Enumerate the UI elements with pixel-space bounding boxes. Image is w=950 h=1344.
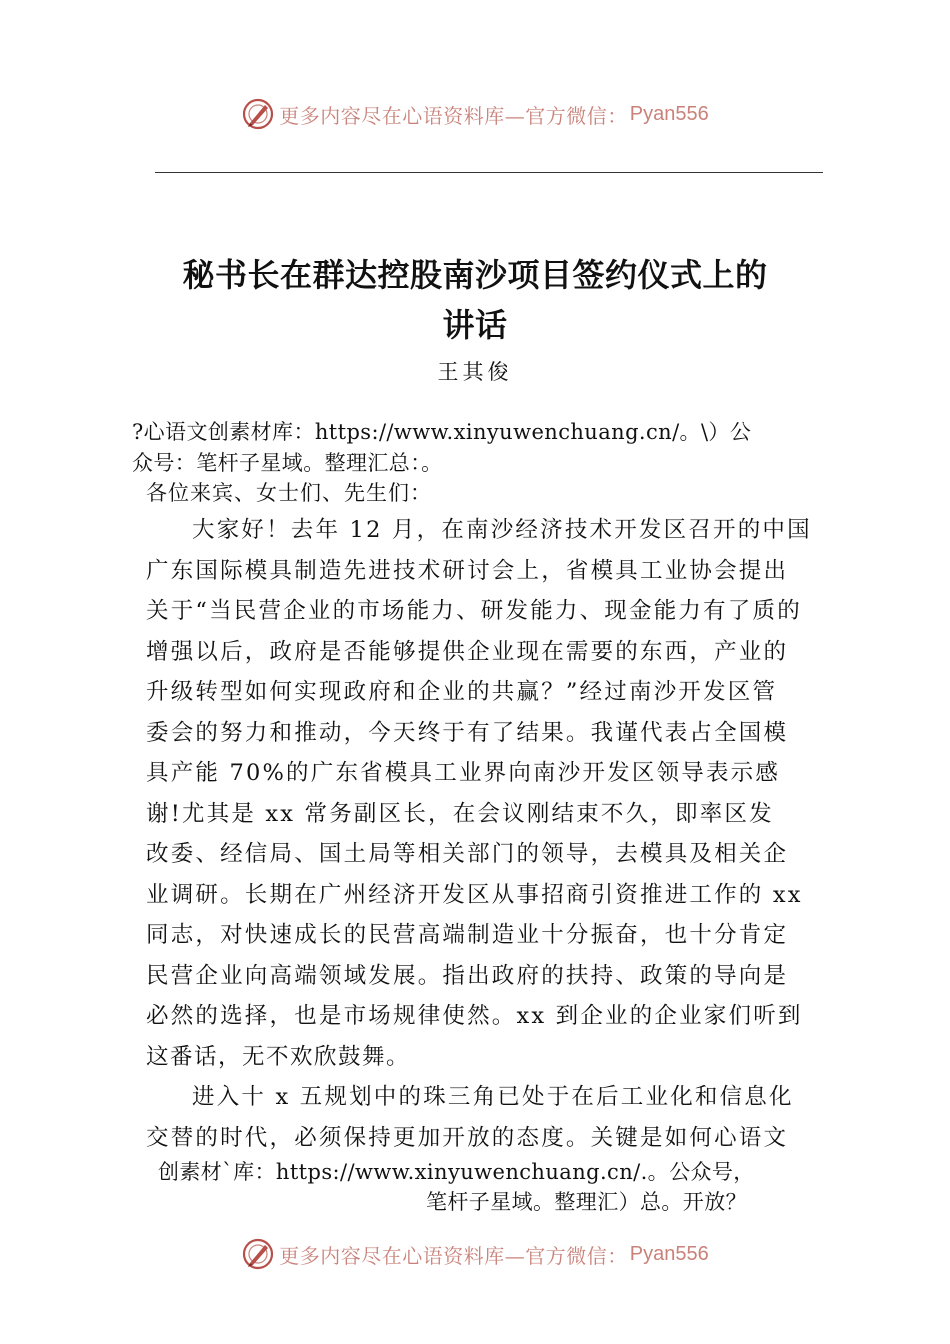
paragraph-line: 同志，对快速成长的民营高端制造业十分振奋，也十分肯定 <box>146 922 789 948</box>
paragraph-line: 改委、经信局、国土局等相关部门的领导，去模具及相关企 <box>146 841 789 867</box>
paragraph-1 <box>146 510 814 1077</box>
pen-seal-logo-icon <box>241 97 275 131</box>
paragraph-line: 必然的选择，也是市场规律使然。xx 到企业的企业家们听到 <box>146 1003 803 1029</box>
salutation: 各位来宾、女士们、先生们： <box>146 481 432 505</box>
header-banner <box>0 94 950 134</box>
paragraph-2 <box>146 1077 814 1158</box>
wechat-handle: Pyan556 <box>629 1242 709 1265</box>
paragraph-line: 关于“当民营企业的市场能力、研发能力、现金能力有了质的 <box>146 598 802 624</box>
paragraph-line: 大家好！去年 12 月，在南沙经济技术开发区召开的中国 <box>192 517 812 543</box>
paragraph-line: 增强以后，政府是否能够提供企业现在需要的东西，产业的 <box>146 638 789 665</box>
paragraph-line: 业调研。长期在广州经济开发区从事招商引资推进工作的 xx <box>146 881 803 908</box>
footer-banner <box>0 1234 950 1274</box>
document-title-line2: 讲话 <box>442 306 508 344</box>
banner-text: 更多内容尽在心语资料库—官方微信： <box>279 103 628 128</box>
banner-text: 更多内容尽在心语资料库—官方微信： <box>279 1243 628 1268</box>
paragraph-line: 民营企业向高端领域发展。指出政府的扶持、政策的导向是 <box>146 962 789 989</box>
paragraph-line: 这番话，无不欢欣鼓舞。 <box>146 1043 411 1070</box>
source-notice2-line1: 创素材`库：https://www.xinyuwenchuang.cn/.。公众号， <box>158 1160 755 1184</box>
source-notice2-line2: 笔杆子星域。整理汇）总。开放？ <box>426 1190 747 1214</box>
paragraph-line: 具产能 70%的广东省模具工业界向南沙开发区领导表示感 <box>146 760 781 786</box>
paragraph-line: 升级转型如何实现政府和企业的共赢？”经过南沙开发区管 <box>146 679 778 705</box>
paragraph-line: 进入十 x 五规划中的珠三角已处于在后工业化和信息化 <box>192 1084 794 1110</box>
header-divider <box>155 172 823 173</box>
paragraph-line: 谢!尤其是 xx 常务副区长，在会议刚结束不久，即率区发 <box>146 800 774 827</box>
paragraph-line: 委会的努力和推动，今天终于有了结果。我谨代表占全国模 <box>146 719 789 746</box>
paragraph-line: 广东国际模具制造先进技术研讨会上，省模具工业协会提出 <box>146 557 789 584</box>
source-notice-line1: ?心语文创素材库：https://www.xinyuwenchuang.cn/。\）公 <box>132 420 752 444</box>
pen-seal-logo-icon <box>241 1237 275 1271</box>
document-title-line1: 秘书长在群达控股南沙项目签约仪式上的 <box>182 256 768 294</box>
source-notice-line2: 众号：笔杆子星域。整理汇总：。 <box>132 451 443 475</box>
paragraph-line: 交替的时代，必须保持更加开放的态度。关键是如何心语文 <box>146 1124 789 1151</box>
document-author: 王其俊 <box>437 360 513 384</box>
wechat-handle: Pyan556 <box>629 102 709 125</box>
